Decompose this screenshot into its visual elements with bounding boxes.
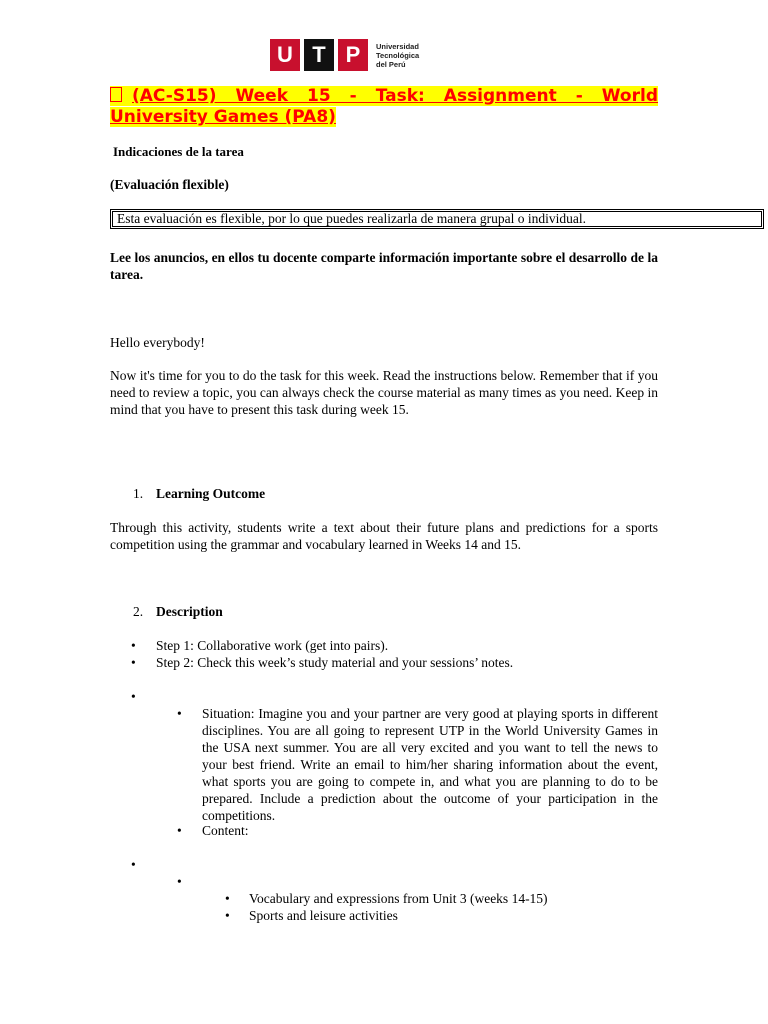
logo-text — [376, 42, 419, 69]
logo-text-line: del Perú — [376, 59, 406, 69]
indicaciones-heading: Indicaciones de la tarea — [113, 144, 244, 159]
bullet-icon: • — [225, 891, 230, 906]
anuncios-note: Lee los anuncios, en ellos tu docente comparte información importante sobre el desarrollo de la tarea. — [110, 250, 658, 282]
step-item: Step 1: Collaborative work (get into pairs). — [156, 638, 389, 653]
logo-text-line: Universidad — [376, 41, 419, 51]
logo-letter-t: T — [304, 39, 334, 71]
page-title — [110, 86, 658, 128]
section-heading-description: Description — [156, 604, 223, 619]
situation-paragraph: Situation: Imagine you and your partner are very good at playing sports in different disciplines. You are all going to represent UTP in the World University Games in the USA next summer. You are all very excited and you want to tell the news to your best friend. Write an email to him/her sharing information about the event, what sports you are going to compete in, and what you are planning to do to be prepared. Include a prediction about the outcome of your participation in the competitions. — [202, 706, 658, 823]
outcome-paragraph: Through this activity, students write a text about their future plans and predictions for a sports competition using the grammar and vocabulary learned in Weeks 14 and 15. — [110, 520, 658, 552]
bullet-icon: • — [225, 908, 230, 923]
greeting: Hello everybody! — [110, 335, 205, 350]
box-icon — [110, 87, 122, 102]
flexible-note-text: Esta evaluación es flexible, por lo que puedes realizarla de manera grupal o individual. — [117, 211, 586, 226]
bullet-icon: • — [177, 706, 182, 721]
flexible-note-box — [110, 209, 764, 229]
page-title-text: (AC-S15) Week 15 - Task: Assignment - World University Games (PA8) — [110, 86, 658, 127]
utp-logo — [270, 38, 419, 72]
logo-letter-u: U — [270, 39, 300, 71]
bullet-icon: • — [177, 874, 182, 889]
bullet-icon: • — [131, 857, 136, 872]
bullet-icon: • — [131, 689, 136, 704]
bullet-icon: • — [131, 638, 136, 653]
logo-letter-p: P — [338, 39, 368, 71]
evaluacion-label: (Evaluación flexible) — [110, 177, 229, 192]
section-heading-learning-outcome: Learning Outcome — [156, 486, 266, 501]
bullet-icon: • — [177, 823, 182, 838]
section-number: 1. — [133, 486, 144, 501]
content-item: Vocabulary and expressions from Unit 3 (weeks 14-15) — [249, 891, 548, 906]
intro-paragraph: Now it's time for you to do the task for this week. Read the instructions below. Remember that if you need to review a topic, you can always check the course material as many times as you need. Keep in mind that you have to present this task during week 15. — [110, 368, 658, 417]
content-label: Content: — [202, 823, 249, 838]
step-item: Step 2: Check this week’s study material and your sessions’ notes. — [156, 655, 514, 670]
logo-text-line: Tecnológica — [376, 50, 420, 60]
section-number: 2. — [133, 604, 144, 619]
content-item: Sports and leisure activities — [249, 908, 398, 923]
bullet-icon: • — [131, 655, 136, 670]
